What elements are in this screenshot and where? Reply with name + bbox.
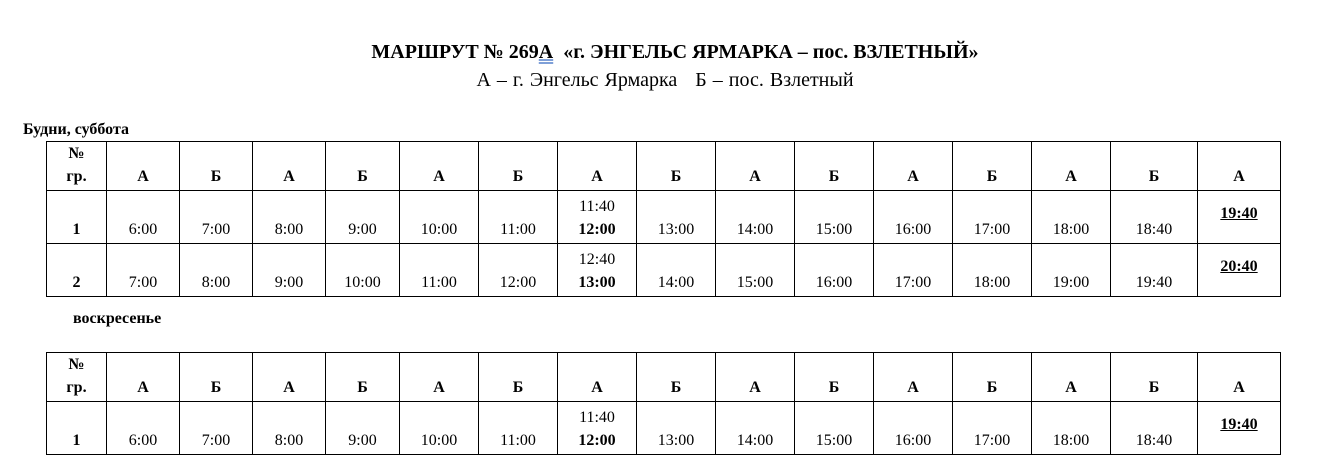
column-header: А <box>1198 353 1281 402</box>
main-time: 13:00 <box>578 274 616 291</box>
time-cell: 17:00 <box>874 244 953 297</box>
column-header: А <box>1032 142 1111 191</box>
time-cell-double <box>558 244 637 297</box>
page-subtitle: А – г. Энгельс Ярмарка Б – пос. Взлетный <box>476 69 854 91</box>
time-cell: 9:00 <box>253 244 326 297</box>
time-cell: 14:00 <box>716 402 795 455</box>
column-header: А <box>716 142 795 191</box>
group-number: 1 <box>47 402 107 455</box>
table-header-row <box>47 142 1281 191</box>
column-header: А <box>1198 142 1281 191</box>
time-cell: 18:40 <box>1111 402 1198 455</box>
time-cell: 6:00 <box>107 191 180 244</box>
time-cell: 11:00 <box>479 402 558 455</box>
sunday-section-label: воскресенье <box>73 310 162 327</box>
time-cell: 15:00 <box>716 244 795 297</box>
time-cell: 10:00 <box>326 244 400 297</box>
column-header: А <box>558 353 637 402</box>
column-header: Б <box>953 353 1032 402</box>
column-header: Б <box>795 142 874 191</box>
column-header: А <box>253 353 326 402</box>
column-header: А <box>716 353 795 402</box>
column-header: А <box>400 353 479 402</box>
column-header: Б <box>479 142 558 191</box>
column-header: А <box>253 142 326 191</box>
title-suffix: «г. ЭНГЕЛЬС ЯРМАРКА – пос. ВЗЛЕТНЫЙ» <box>553 41 979 63</box>
column-header: Б <box>180 142 253 191</box>
time-cell: 7:00 <box>107 244 180 297</box>
column-header: Б <box>479 353 558 402</box>
time-cell: 15:00 <box>795 402 874 455</box>
group-number: 1 <box>47 191 107 244</box>
time-cell: 9:00 <box>326 191 400 244</box>
column-header: Б <box>637 142 716 191</box>
time-cell: 8:00 <box>253 402 326 455</box>
title-route-letter: А <box>538 41 554 63</box>
table-row <box>47 191 1281 244</box>
column-header: А <box>874 353 953 402</box>
time-cell: 10:00 <box>400 402 479 455</box>
last-departure-cell: 20:40 <box>1198 244 1281 297</box>
sunday-schedule-table <box>46 352 1281 455</box>
time-cell: 19:40 <box>1111 244 1198 297</box>
column-header: А <box>107 353 180 402</box>
group-number: 2 <box>47 244 107 297</box>
time-cell: 16:00 <box>795 244 874 297</box>
extra-time: 11:40 <box>579 198 615 215</box>
time-cell: 16:00 <box>874 402 953 455</box>
column-header: Б <box>1111 142 1198 191</box>
column-header: Б <box>953 142 1032 191</box>
table-row <box>47 244 1281 297</box>
time-cell: 14:00 <box>716 191 795 244</box>
time-cell: 11:00 <box>479 191 558 244</box>
time-cell: 6:00 <box>107 402 180 455</box>
column-header: Б <box>326 353 400 402</box>
time-cell: 18:00 <box>953 244 1032 297</box>
time-cell: 17:00 <box>953 402 1032 455</box>
time-cell-double <box>558 191 637 244</box>
column-header: А <box>874 142 953 191</box>
column-header: Б <box>795 353 874 402</box>
last-departure-cell: 19:40 <box>1198 402 1281 455</box>
time-cell: 14:00 <box>637 244 716 297</box>
time-cell-double <box>558 402 637 455</box>
page-title <box>0 38 1319 66</box>
time-cell: 11:00 <box>400 244 479 297</box>
time-cell: 13:00 <box>637 191 716 244</box>
extra-time: 11:40 <box>579 409 615 426</box>
time-cell: 13:00 <box>637 402 716 455</box>
column-header: Б <box>637 353 716 402</box>
table-header-row <box>47 353 1281 402</box>
group-number-header: № гр. <box>47 142 107 191</box>
last-departure-cell: 19:40 <box>1198 191 1281 244</box>
time-cell: 9:00 <box>326 402 400 455</box>
title-prefix: МАРШРУТ № 269 <box>371 41 539 63</box>
time-cell: 15:00 <box>795 191 874 244</box>
time-cell: 7:00 <box>180 191 253 244</box>
time-cell: 19:00 <box>1032 244 1111 297</box>
time-cell: 16:00 <box>874 191 953 244</box>
group-number-header: № гр. <box>47 353 107 402</box>
column-header: Б <box>180 353 253 402</box>
column-header: А <box>107 142 180 191</box>
weekday-section-label: Будни, суббота <box>23 121 130 138</box>
extra-time: 12:40 <box>578 251 616 268</box>
time-cell: 8:00 <box>253 191 326 244</box>
time-cell: 12:00 <box>479 244 558 297</box>
main-time: 12:00 <box>578 221 616 238</box>
main-time: 12:00 <box>578 432 616 449</box>
column-header: А <box>400 142 479 191</box>
column-header: А <box>558 142 637 191</box>
time-cell: 18:40 <box>1111 191 1198 244</box>
time-cell: 17:00 <box>953 191 1032 244</box>
column-header: Б <box>1111 353 1198 402</box>
table-row <box>47 402 1281 455</box>
column-header: А <box>1032 353 1111 402</box>
time-cell: 10:00 <box>400 191 479 244</box>
time-cell: 18:00 <box>1032 191 1111 244</box>
time-cell: 8:00 <box>180 244 253 297</box>
weekday-schedule-table <box>46 141 1281 297</box>
time-cell: 7:00 <box>180 402 253 455</box>
column-header: Б <box>326 142 400 191</box>
time-cell: 18:00 <box>1032 402 1111 455</box>
